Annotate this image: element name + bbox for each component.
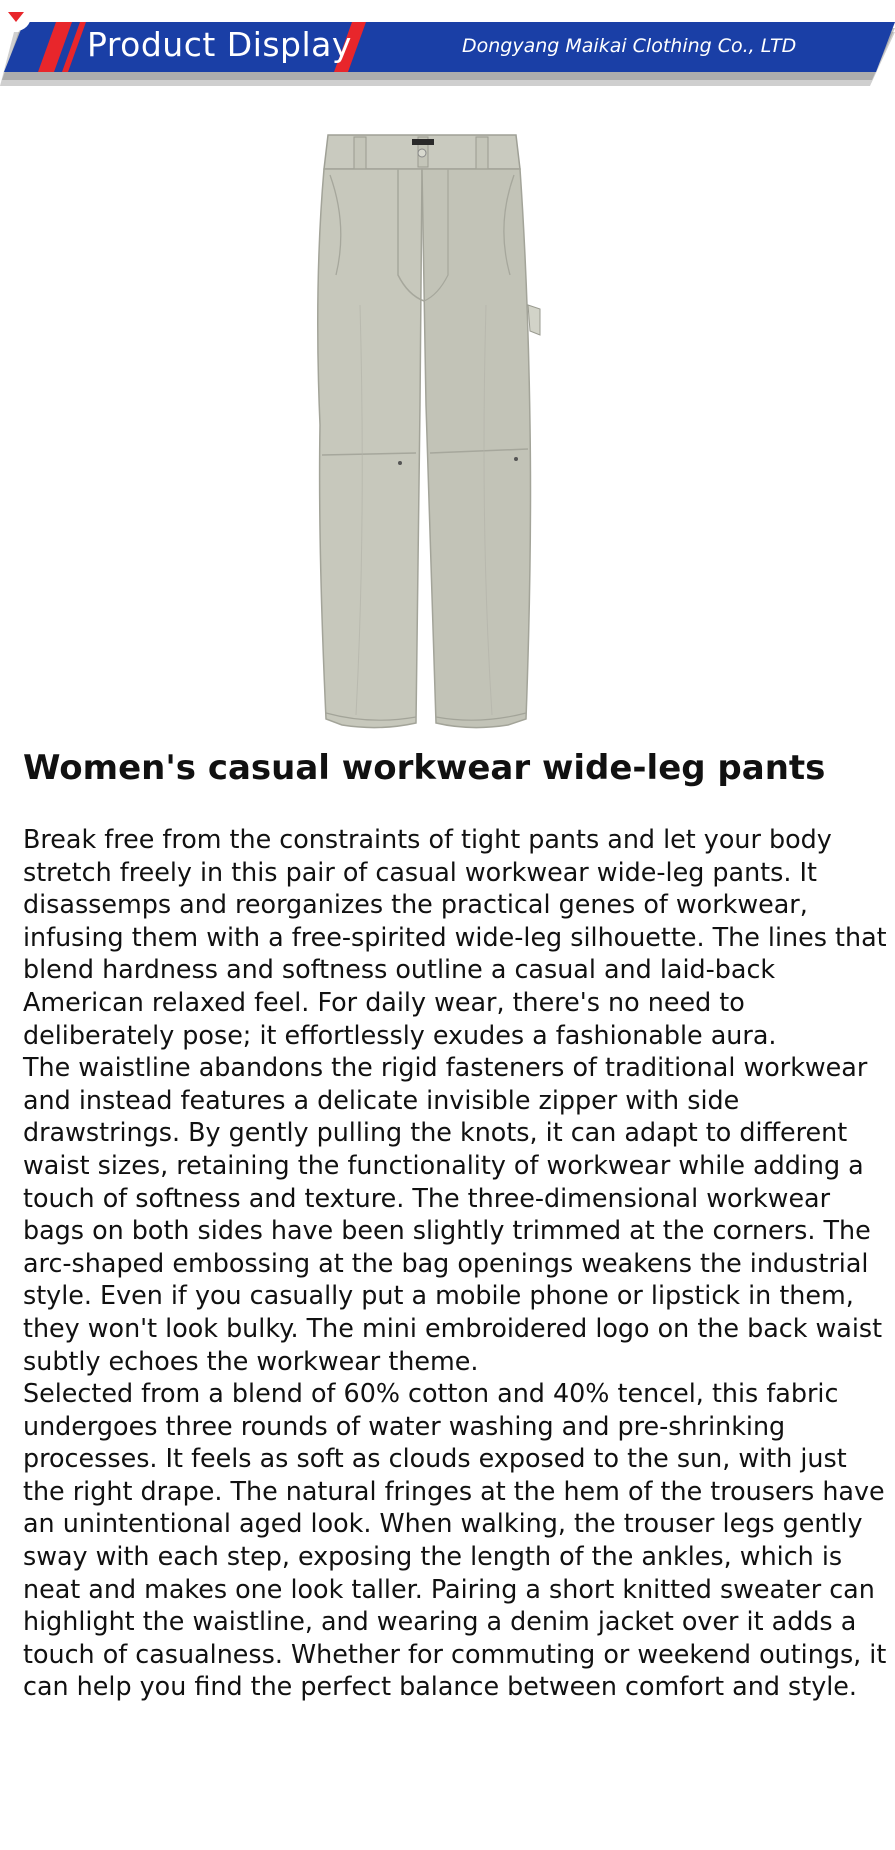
wide-leg-pants-image bbox=[290, 125, 560, 730]
banner-title: Product Display bbox=[87, 25, 352, 64]
product-title: Women's casual workwear wide-leg pants bbox=[23, 748, 826, 788]
description-paragraph: The waistline abandons the rigid fasteners of traditional workwear and instead features a delicate invisible zipper with side drawstrings. By gently pulling the knots, it can adapt to different waist sizes, retaining the functionality of workwear while adding a touch of softness and texture. The three-dimensional workwear bags on both sides have been slightly trimmed at the corners. The arc-shaped embossing at the bag openings weakens the industrial style. Even if you casually put a mobile phone or lipstick in them, they won't look bulky. The mini embroidered logo on the back waist subtly echoes the workwear theme. bbox=[23, 1052, 883, 1376]
description-paragraph: Break free from the constraints of tight pants and let your body stretch freely in this pair of casual workwear wide-leg pants. It disassemps and reorganizes the practical genes of workwear, infusing them with a free-spirited wide-leg silhouette. The lines that blend hardness and softness outline a casual and laid-back American relaxed feel. For daily wear, there's no need to deliberately pose; it effortlessly exudes a fashionable aura. bbox=[23, 824, 887, 1050]
company-name: Dongyang Maikai Clothing Co., LTD bbox=[462, 35, 797, 57]
description-paragraph: Selected from a blend of 60% cotton and 40% tencel, this fabric undergoes three rounds of water washing and pre-shrinking processes. It feels as soft as clouds exposed to the sun, with just the right drape. The natural fringes at the hem of the trousers have an unintentional aged look. When walking, the trouser legs gently sway with each step, exposing the length of the ankles, which is neat and makes one look taller. Pairing a short knitted sweater can highlight the waistline, and wearing a denim jacket over it adds a touch of casualness. Whether for commuting or weekend outings, it can help you find the perfect balance between comfort and style. bbox=[23, 1378, 887, 1702]
product-description bbox=[23, 823, 891, 1703]
header-banner bbox=[0, 0, 895, 95]
chevron-down-circle-icon[interactable] bbox=[0, 0, 32, 32]
